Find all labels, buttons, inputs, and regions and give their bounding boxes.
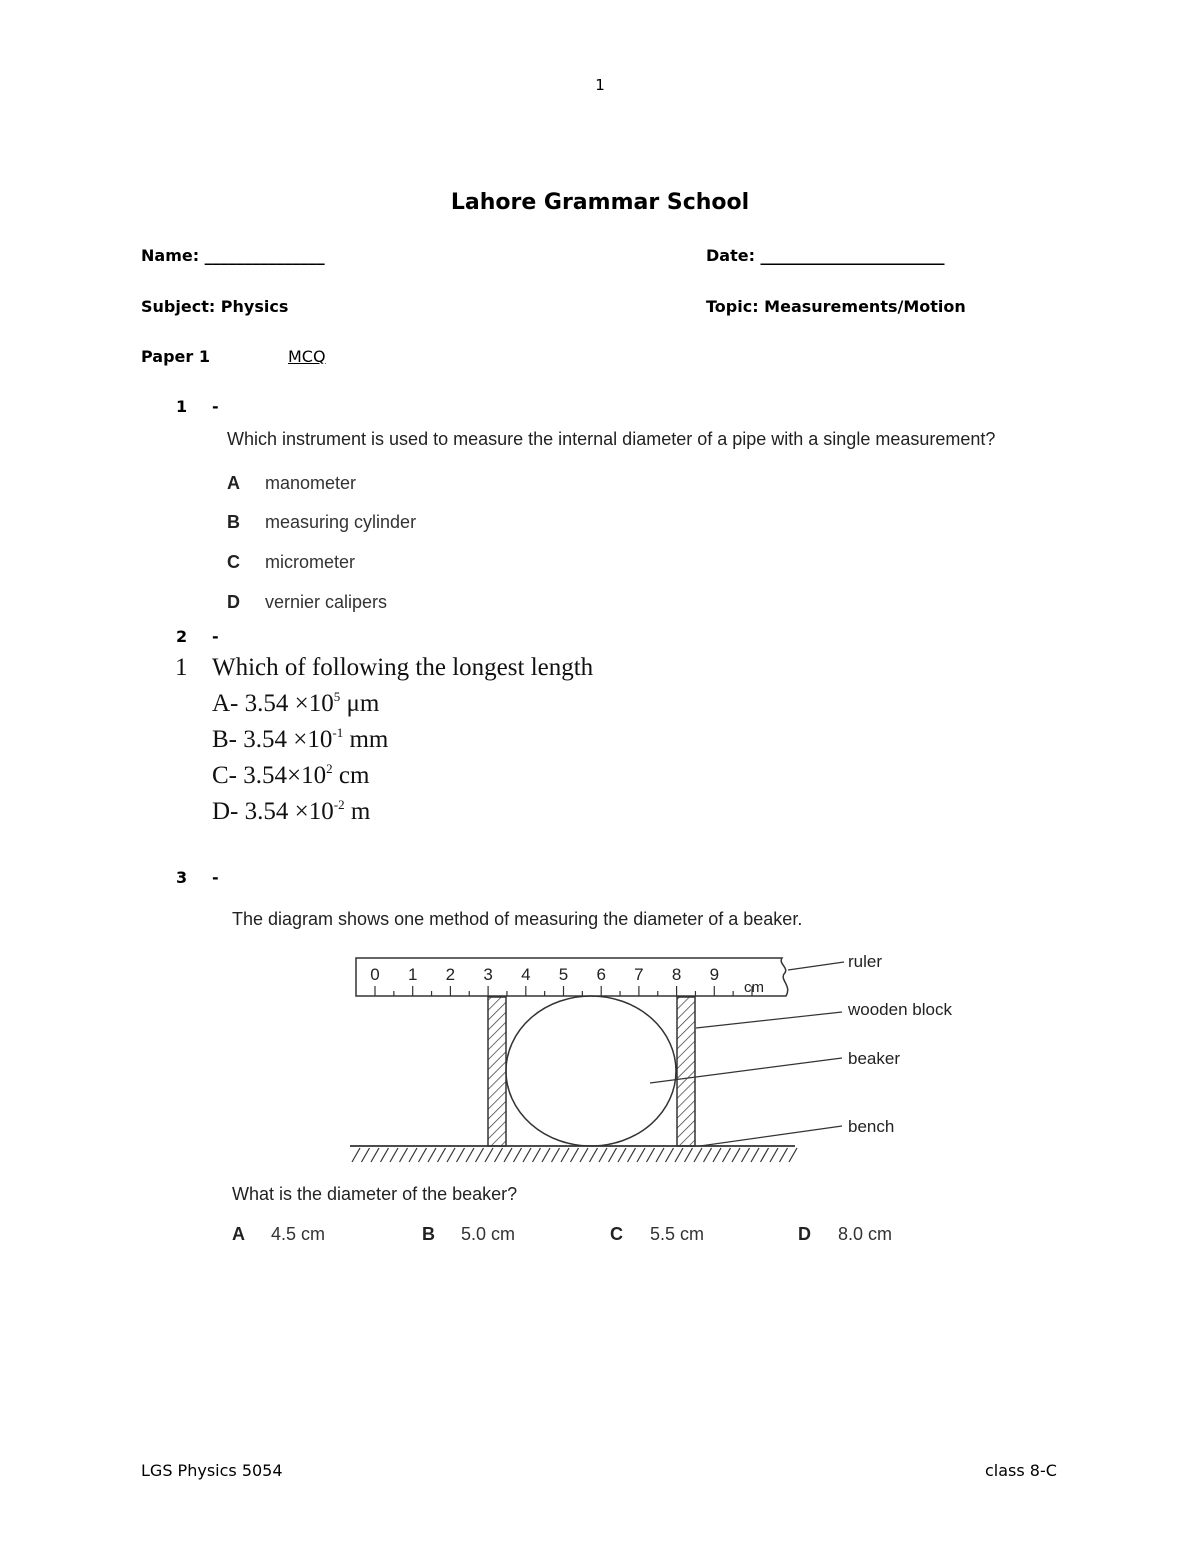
date-field: Date: _______________________	[706, 246, 945, 265]
bench-label: bench	[848, 1117, 895, 1136]
bench-hatch-mark	[485, 1148, 493, 1162]
bench-hatch-mark	[409, 1148, 417, 1162]
question-3-dash: -	[212, 868, 219, 887]
bench-hatch-mark	[495, 1148, 503, 1162]
bench-hatch-mark	[732, 1148, 740, 1162]
paper-label: Paper 1	[141, 347, 210, 366]
topic-label: Topic: Measurements/Motion	[706, 297, 966, 316]
wooden-block-right	[677, 997, 695, 1146]
bench-hatch-mark	[704, 1148, 712, 1162]
wooden-block-leader-line	[696, 1012, 842, 1028]
question-2-dash: -	[212, 627, 219, 646]
question-3-option-c: 5.5 cm	[650, 1224, 705, 1244]
beaker-diagram	[340, 940, 1000, 1180]
bench-hatch-mark	[561, 1148, 569, 1162]
question-1-option-a-letter: A	[227, 473, 240, 493]
name-field: Name: _______________	[141, 246, 325, 265]
ruler-unit-label: cm	[744, 979, 764, 996]
bench-hatch-mark	[713, 1148, 721, 1162]
bench-hatch-mark	[523, 1148, 531, 1162]
ruler-body	[356, 958, 788, 996]
bench-hatch-mark	[656, 1148, 664, 1162]
paper-type: MCQ	[288, 347, 326, 366]
bench-hatch-mark	[571, 1148, 579, 1162]
bench-hatch-mark	[723, 1148, 731, 1162]
bench-hatch-mark	[675, 1148, 683, 1162]
ruler-leader-line	[788, 962, 844, 970]
bench-hatch-mark	[609, 1148, 617, 1162]
ruler-tick-label: 0	[370, 965, 380, 984]
ruler-tick-label: 5	[558, 965, 569, 984]
bench-hatch-mark	[780, 1148, 788, 1162]
question-3-prompt: What is the diameter of the beaker?	[232, 1184, 518, 1204]
bench-hatch-mark	[381, 1148, 389, 1162]
bench-hatch-mark	[476, 1148, 484, 1162]
ruler-tick-label: 8	[671, 965, 682, 984]
bench-hatch-mark	[362, 1148, 370, 1162]
ruler-tick-label: 7	[634, 965, 644, 984]
bench-hatch-mark	[685, 1148, 693, 1162]
bench-hatch-mark	[770, 1148, 778, 1162]
bench-hatch-mark	[599, 1148, 607, 1162]
question-1-text: Which instrument is used to measure the internal diameter of a pipe with a single measurement?	[227, 429, 996, 449]
bench-hatch-mark	[542, 1148, 550, 1162]
subject-label: Subject: Physics	[141, 297, 289, 316]
bench-hatch-mark	[647, 1148, 655, 1162]
bench-hatch-mark	[514, 1148, 522, 1162]
question-3-text: The diagram shows one method of measuring the diameter of a beaker.	[232, 909, 803, 929]
question-2-text: Which of following the longest length	[212, 654, 594, 681]
wooden-block-label: wooden block	[848, 1000, 952, 1019]
question-1-option-d-letter: D	[227, 592, 240, 612]
ruler-tick-label: 3	[483, 965, 493, 984]
bench-hatch-mark	[751, 1148, 759, 1162]
question-1-option-d: vernier calipers	[265, 592, 388, 612]
bench-hatch-mark	[618, 1148, 626, 1162]
question-2-number: 2	[176, 627, 188, 646]
bench-hatch-mark	[466, 1148, 474, 1162]
question-1-number: 1	[176, 397, 188, 416]
question-1-dash: -	[212, 397, 219, 416]
bench-hatch-mark	[390, 1148, 398, 1162]
ruler-tick-label: 2	[445, 965, 456, 984]
bench-hatch-mark	[533, 1148, 541, 1162]
question-1-option-c-letter: C	[227, 552, 240, 572]
bench-hatch-mark	[400, 1148, 408, 1162]
bench-hatch-mark	[428, 1148, 436, 1162]
question-1-option-b-letter: B	[227, 512, 240, 532]
bench-hatch-mark	[447, 1148, 455, 1162]
bench-hatch-mark	[742, 1148, 750, 1162]
question-3-number: 3	[176, 868, 188, 887]
beaker	[506, 996, 676, 1146]
wooden-block-left	[488, 997, 506, 1146]
ruler-tick-label: 6	[596, 965, 606, 984]
question-3-option-c-letter: C	[610, 1224, 623, 1244]
bench-hatch-mark	[761, 1148, 769, 1162]
bench-leader-line	[700, 1126, 842, 1146]
bench-hatch-mark	[371, 1148, 379, 1162]
question-3-option-b-letter: B	[422, 1224, 435, 1244]
question-1-option-a: manometer	[265, 473, 357, 493]
question-2-option-c: C- $3.54\times 10^2$ cm	[212, 761, 370, 789]
bench-hatch-mark	[694, 1148, 702, 1162]
page-number: 1	[595, 76, 605, 94]
bench-hatch-mark	[457, 1148, 465, 1162]
bench-hatch-mark	[590, 1148, 598, 1162]
bench-hatch-mark	[504, 1148, 512, 1162]
question-2-option-a: A- $3.54 \times 10^5$ μm	[212, 689, 380, 717]
bench-hatch-mark	[580, 1148, 588, 1162]
question-1-option-c: micrometer	[265, 552, 356, 572]
ruler-label: ruler	[848, 952, 883, 971]
bench-hatch-mark	[789, 1148, 797, 1162]
bench-hatch	[352, 1148, 797, 1162]
bench-hatch-mark	[419, 1148, 427, 1162]
ruler-tick-label: 4	[521, 965, 531, 984]
question-3-option-b: 5.0 cm	[461, 1224, 516, 1244]
school-title: Lahore Grammar School	[450, 190, 750, 215]
question-1-option-b: measuring cylinder	[265, 512, 417, 532]
bench-hatch-mark	[552, 1148, 560, 1162]
bench-hatch-mark	[637, 1148, 645, 1162]
question-2-option-d: D- $3.54 \times 10^{-2}$ m	[212, 797, 371, 825]
bench-hatch-mark	[666, 1148, 674, 1162]
question-3-option-d: 8.0 cm	[838, 1224, 893, 1244]
question-3-option-a: 4.5 cm	[271, 1224, 326, 1244]
bench-hatch-mark	[438, 1148, 446, 1162]
question-2-inner-number: 1	[175, 654, 188, 681]
question-3-option-d-letter: D	[798, 1224, 811, 1244]
footer-right: class 8-C	[985, 1461, 1057, 1480]
bench-hatch-mark	[352, 1148, 360, 1162]
ruler-tick-label: 1	[407, 965, 418, 984]
bench-hatch-mark	[628, 1148, 636, 1162]
question-3-option-a-letter: A	[232, 1224, 245, 1244]
ruler-tick-label: 9	[709, 965, 720, 984]
footer-left: LGS Physics 5054	[141, 1461, 283, 1480]
question-2-option-b: B- $3.54 \times 10^{-1}$ mm	[212, 725, 389, 753]
beaker-label: beaker	[848, 1049, 900, 1068]
